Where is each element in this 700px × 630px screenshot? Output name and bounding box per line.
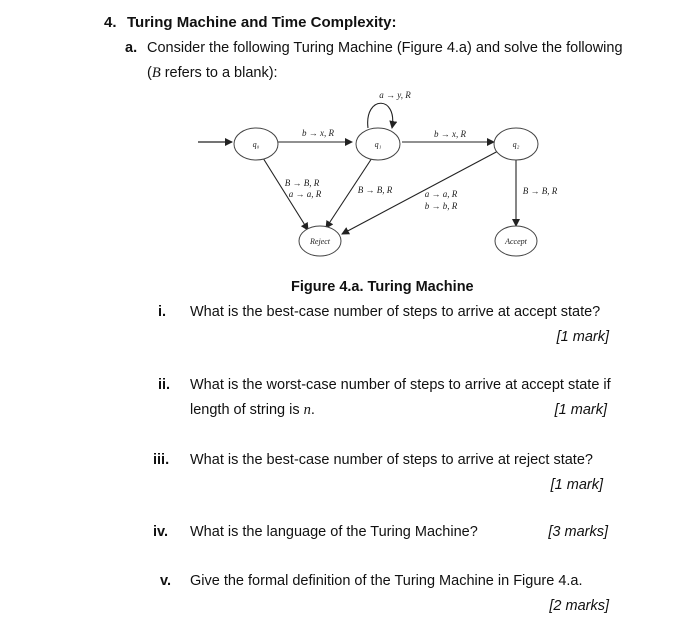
label-q2-accept: B → B, R [522,186,558,196]
subq-4-text: What is the language of the Turing Machine? [190,524,478,540]
subq-1-text: What is the best-case number of steps to arrive at accept state? [190,304,601,320]
question-number: 4. [104,14,117,31]
subq-3-label: iii. [153,452,170,468]
state-reject-label: Reject [310,237,330,246]
part-a-label: a. [125,40,138,56]
edge-q1-loop [368,103,393,128]
label-q2-reject-1: a → a, R [424,189,458,199]
state-accept-label: Accept [505,237,527,246]
label-q0-reject-1: B → B, R [284,178,320,188]
label-q2-reject-2: b → b, R [424,201,458,211]
part-a-text-line2-rest: refers to a blank): [160,65,278,81]
label-q0-reject-2: a → a, R [288,189,322,199]
label-q0-q1: b → x, R [302,128,334,138]
subq-3-mark: [1 mark] [550,477,603,493]
subq-1-label: i. [158,304,167,320]
subq-3-text: What is the best-case number of steps to arrive at reject state? [190,452,593,468]
subq-2-text-line2 [190,402,315,419]
state-q0-label: q₀ [252,140,260,149]
subq-2-text2-end: . [310,402,315,418]
subq-5-text: Give the formal definition of the Turing Machine in Figure 4.a. [190,573,583,589]
subq-5-label: v. [160,573,172,589]
state-q2-label: q₂ [512,140,520,149]
figure-caption: Figure 4.a. Turing Machine [291,279,474,295]
subq-4-label: iv. [153,524,169,540]
label-q1-loop: a → y, R [379,90,411,100]
subq-5-mark: [2 marks] [549,598,609,614]
subq-2-mark: [1 mark] [554,402,607,418]
subq-4-mark: [3 marks] [548,524,608,540]
blank-symbol: B [151,65,161,81]
label-q1-reject: B → B, R [357,185,393,195]
subq-2-text: What is the worst-case number of steps to arrive at accept state if [190,377,611,393]
turing-machine-diagram [0,0,700,290]
state-q1-label: q₁ [374,140,382,149]
subq-2-label: ii. [158,377,171,393]
length-variable: n [303,402,311,418]
question-title: Turing Machine and Time Complexity: [127,14,397,31]
part-a-text: Consider the following Turing Machine (Figure 4.a) and solve the following [147,40,623,56]
label-q1-q2: b → x, R [434,129,466,139]
paren-open: ( [147,65,152,81]
subq-2-text2: length of string is [190,402,304,418]
subq-1-mark: [1 mark] [556,329,609,345]
